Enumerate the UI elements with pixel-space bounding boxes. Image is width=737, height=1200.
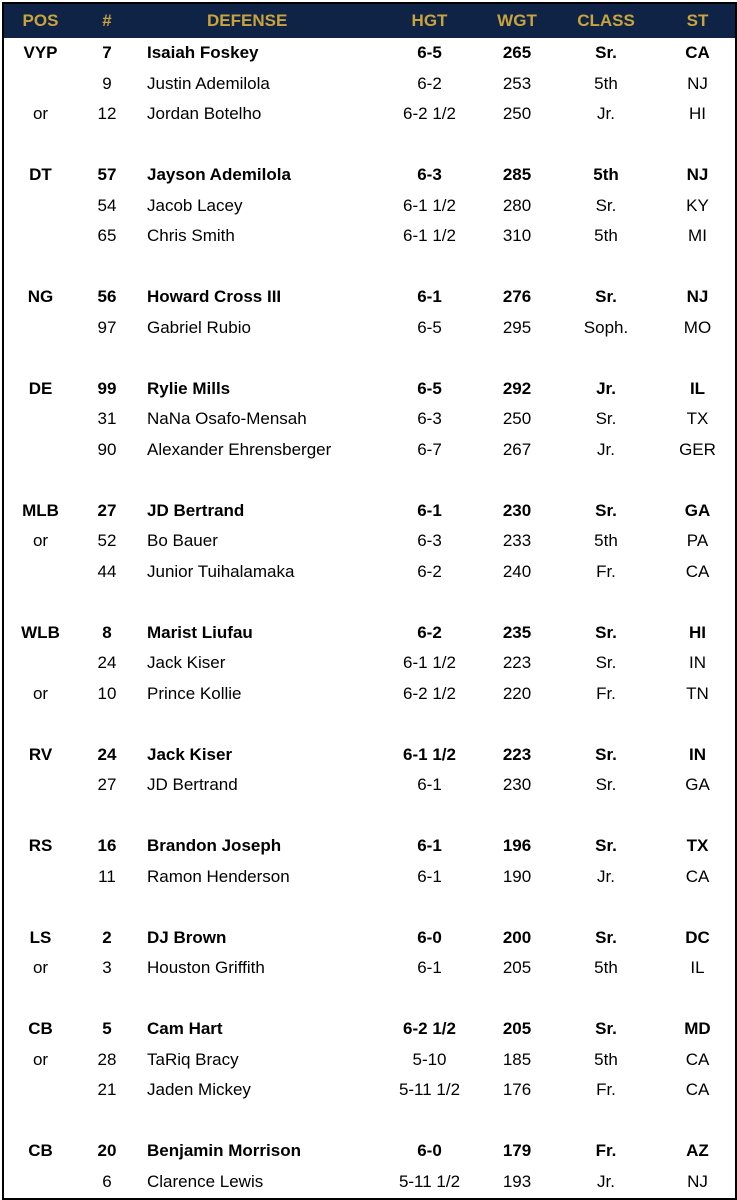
player-weight: 223 [502,653,532,673]
player-state: IN [689,653,706,673]
header-defense: DEFENSE [207,11,288,30]
starter-row [4,740,735,771]
player-name: Bo Bauer [147,531,218,551]
player-weight: 253 [502,73,532,93]
table-row [4,1045,735,1076]
starter-row [4,1136,735,1167]
player-height: 6-1 1/2 [403,195,456,215]
player-position [4,191,77,222]
player-name: Prince Kollie [147,683,242,703]
player-height: 6-5 [417,317,442,337]
spacer-cell [4,892,735,923]
player-name: Howard Cross III [147,287,282,307]
player-state: TN [686,683,709,703]
player-class: Sr. [595,775,617,795]
spacer-row [4,801,735,832]
player-height: 6-2 [417,622,442,642]
spacer-cell [4,984,735,1015]
table-row [4,1167,735,1198]
player-number: 90 [97,439,117,459]
player-name: Gabriel Rubio [147,317,251,337]
player-state: CA [685,43,710,63]
player-name: Brandon Joseph [147,836,282,856]
player-position: DE [28,378,53,398]
player-position [4,313,77,344]
player-class: Sr. [595,409,617,429]
player-number: 2 [102,927,112,947]
player-height: 6-1 [417,287,442,307]
player-class: Soph. [583,317,629,337]
player-weight: 179 [502,1141,532,1161]
player-position [4,648,77,679]
header-pos: POS [22,11,59,30]
player-height: 6-2 [417,73,442,93]
player-name: Jayson Ademilola [147,165,291,185]
player-position [4,221,77,252]
starter-row [4,618,735,649]
player-class: Sr. [595,43,617,63]
player-name: JD Bertrand [147,775,238,795]
player-position [4,69,77,100]
player-class: Sr. [595,622,617,642]
player-height: 6-1 [417,836,442,856]
spacer-cell [4,801,735,832]
table-row [4,191,735,222]
player-height: 6-0 [417,1141,442,1161]
header-class: CLASS [577,11,635,30]
player-class: Fr. [596,561,616,581]
player-weight: 250 [502,409,532,429]
header-row [4,4,735,38]
header-state: ST [686,11,709,30]
player-height: 6-3 [417,531,442,551]
player-weight: 250 [502,104,532,124]
header-height: HGT [411,11,448,30]
player-height: 6-1 1/2 [403,744,456,764]
player-class: 5th [594,958,618,978]
starter-row [4,160,735,191]
player-state: HI [689,622,706,642]
player-position: RV [28,744,53,764]
player-name: TaRiq Bracy [147,1049,239,1069]
table-row [4,221,735,252]
player-state: CA [685,561,710,581]
player-class: 5th [594,1049,618,1069]
table-row [4,862,735,893]
player-state: NJ [687,73,708,93]
player-position: DT [29,165,52,185]
starter-row [4,831,735,862]
player-class: Sr. [595,287,617,307]
spacer-cell [4,252,735,283]
player-number: 16 [97,836,117,856]
player-height: 6-3 [417,165,442,185]
player-state: AZ [686,1141,709,1161]
player-position [4,1167,77,1198]
player-number: 28 [97,1049,117,1069]
player-name: Clarence Lewis [147,1171,264,1191]
spacer-cell [4,343,735,374]
player-weight: 285 [502,165,532,185]
player-position: or [32,958,49,978]
player-height: 6-2 1/2 [403,683,456,703]
player-class: Sr. [595,927,617,947]
player-position [4,557,77,588]
player-number: 10 [97,683,117,703]
player-number: 3 [102,958,112,978]
player-state: IL [689,378,706,398]
player-state: GA [685,775,710,795]
player-weight: 280 [502,195,532,215]
spacer-row [4,587,735,618]
player-state: TX [686,836,709,856]
player-name: Jacob Lacey [147,195,243,215]
player-number: 52 [97,531,117,551]
player-number: 97 [97,317,117,337]
table-row [4,1075,735,1106]
player-state: NJ [686,287,709,307]
table-row [4,679,735,710]
player-name: Junior Tuihalamaka [147,561,295,581]
table-header [4,4,735,38]
player-class: Jr. [597,866,615,886]
player-weight: 267 [502,439,532,459]
player-weight: 176 [502,1080,532,1100]
player-name: Isaiah Foskey [147,43,259,63]
player-weight: 292 [502,378,532,398]
table-row [4,770,735,801]
player-state: GA [684,500,711,520]
player-class: Jr. [597,439,615,459]
player-state: HI [689,104,706,124]
player-class: Fr. [596,1080,616,1100]
player-position: CB [28,1019,53,1039]
player-height: 6-1 1/2 [403,653,456,673]
starter-row [4,282,735,313]
player-class: Sr. [595,653,617,673]
table-row [4,435,735,466]
spacer-cell [4,130,735,161]
player-height: 6-0 [417,927,442,947]
player-state: MO [683,317,712,337]
player-class: Fr. [595,1141,617,1161]
player-weight: 230 [502,775,532,795]
player-height: 6-7 [417,439,442,459]
player-weight: 295 [502,317,532,337]
player-position: or [32,531,49,551]
player-number: 54 [97,195,117,215]
player-weight: 220 [502,683,532,703]
player-number: 5 [102,1019,112,1039]
player-class: Jr. [597,1171,615,1191]
player-number: 12 [97,104,117,124]
player-class: 5th [594,531,618,551]
player-class: Sr. [595,836,617,856]
player-class: Sr. [595,500,617,520]
player-height: 6-1 [417,866,442,886]
player-height: 5-11 1/2 [398,1080,461,1100]
player-number: 24 [97,653,117,673]
player-position [4,770,77,801]
player-name: Jordan Botelho [147,104,262,124]
spacer-row [4,984,735,1015]
player-name: Justin Ademilola [147,73,270,93]
player-number: 27 [97,500,117,520]
player-name: Ramon Henderson [147,866,290,886]
table-row [4,69,735,100]
player-weight: 230 [502,500,532,520]
spacer-cell [4,709,735,740]
player-name: Marist Liufau [147,622,253,642]
player-class: Sr. [595,195,617,215]
player-name: Alexander Ehrensberger [147,439,332,459]
player-name: Cam Hart [147,1019,223,1039]
player-state: MI [688,226,707,246]
player-position: MLB [22,500,59,520]
player-name: Houston Griffith [147,958,265,978]
player-number: 57 [97,165,117,185]
player-position: or [32,104,49,124]
player-class: Sr. [595,744,617,764]
player-height: 6-1 [417,500,442,520]
player-state: NJ [686,165,709,185]
header-number: # [102,11,112,30]
player-state: CA [685,1049,710,1069]
starter-row [4,38,735,69]
player-name: Jaden Mickey [147,1080,251,1100]
player-state: NJ [687,1171,708,1191]
table-row [4,99,735,130]
player-weight: 185 [502,1049,532,1069]
player-height: 6-2 [417,561,442,581]
player-number: 21 [97,1080,117,1100]
player-class: 5th [594,226,618,246]
player-name: Benjamin Morrison [147,1141,301,1161]
player-height: 6-1 [417,775,442,795]
spacer-row [4,1106,735,1137]
spacer-row [4,709,735,740]
player-position: RS [28,836,53,856]
table-row [4,313,735,344]
player-name: DJ Brown [147,927,227,947]
player-name: Chris Smith [147,226,235,246]
player-weight: 310 [502,226,532,246]
player-class: Fr. [596,683,616,703]
player-number: 65 [97,226,117,246]
player-weight: 240 [502,561,532,581]
player-position: or [32,683,49,703]
player-position [4,862,77,893]
player-number: 27 [97,775,117,795]
player-height: 5-11 1/2 [398,1171,461,1191]
player-height: 5-10 [412,1049,447,1069]
player-class: Jr. [597,104,615,124]
player-weight: 223 [502,744,532,764]
player-weight: 193 [502,1171,532,1191]
player-height: 6-3 [417,409,442,429]
spacer-row [4,343,735,374]
player-position: NG [27,287,54,307]
player-weight: 196 [502,836,532,856]
player-name: Rylie Mills [147,378,231,398]
player-state: GER [679,439,716,459]
player-weight: 276 [502,287,532,307]
player-state: CA [685,866,710,886]
player-number: 7 [102,43,112,63]
depth-chart-frame [2,2,737,1200]
spacer-cell [4,1106,735,1137]
starter-row [4,1014,735,1045]
player-state: TX [686,409,709,429]
player-number: 44 [97,561,117,581]
player-number: 20 [97,1141,117,1161]
starter-row [4,923,735,954]
player-name: JD Bertrand [147,500,245,520]
player-class: Jr. [596,378,616,398]
player-height: 6-5 [417,43,442,63]
player-name: Jack Kiser [147,744,233,764]
table-row [4,557,735,588]
player-state: PA [686,531,709,551]
table-body [4,38,735,1197]
table-row [4,526,735,557]
player-position: VYP [23,43,58,63]
player-state: IN [689,744,706,764]
player-position: LS [29,927,52,947]
player-position: CB [28,1141,53,1161]
player-number: 24 [97,744,117,764]
spacer-cell [4,587,735,618]
player-number: 9 [102,73,112,93]
table-row [4,953,735,984]
player-class: Sr. [595,1019,617,1039]
player-position [4,435,77,466]
player-weight: 235 [502,622,532,642]
player-name: Jack Kiser [147,653,226,673]
player-state: CA [685,1080,710,1100]
player-height: 6-2 1/2 [403,104,456,124]
player-height: 6-5 [417,378,442,398]
player-state: DC [685,927,710,947]
player-number: 11 [98,866,116,886]
table-row [4,648,735,679]
player-state: KY [686,195,709,215]
player-state: MD [684,1019,711,1039]
defense-depth-chart-table [4,4,735,1197]
player-position [4,404,77,435]
header-weight: WGT [497,11,537,30]
player-weight: 205 [502,958,532,978]
player-weight: 233 [502,531,532,551]
player-number: 31 [97,409,117,429]
spacer-cell [4,465,735,496]
starter-row [4,374,735,405]
player-weight: 190 [502,866,532,886]
player-number: 99 [97,378,117,398]
spacer-row [4,465,735,496]
player-class: 5th [593,165,619,185]
player-height: 6-1 1/2 [403,226,456,246]
player-state: IL [690,958,705,978]
player-name: NaNa Osafo-Mensah [147,409,307,429]
spacer-row [4,892,735,923]
table-row [4,404,735,435]
player-weight: 265 [502,43,532,63]
player-position [4,1075,77,1106]
player-weight: 200 [502,927,532,947]
player-number: 6 [102,1171,112,1191]
player-height: 6-1 [417,958,442,978]
player-class: 5th [594,73,618,93]
player-weight: 205 [502,1019,532,1039]
player-number: 56 [97,287,117,307]
spacer-row [4,252,735,283]
player-position: or [32,1049,49,1069]
player-number: 8 [102,622,112,642]
starter-row [4,496,735,527]
spacer-row [4,130,735,161]
player-height: 6-2 1/2 [403,1019,456,1039]
player-position: WLB [21,622,60,642]
